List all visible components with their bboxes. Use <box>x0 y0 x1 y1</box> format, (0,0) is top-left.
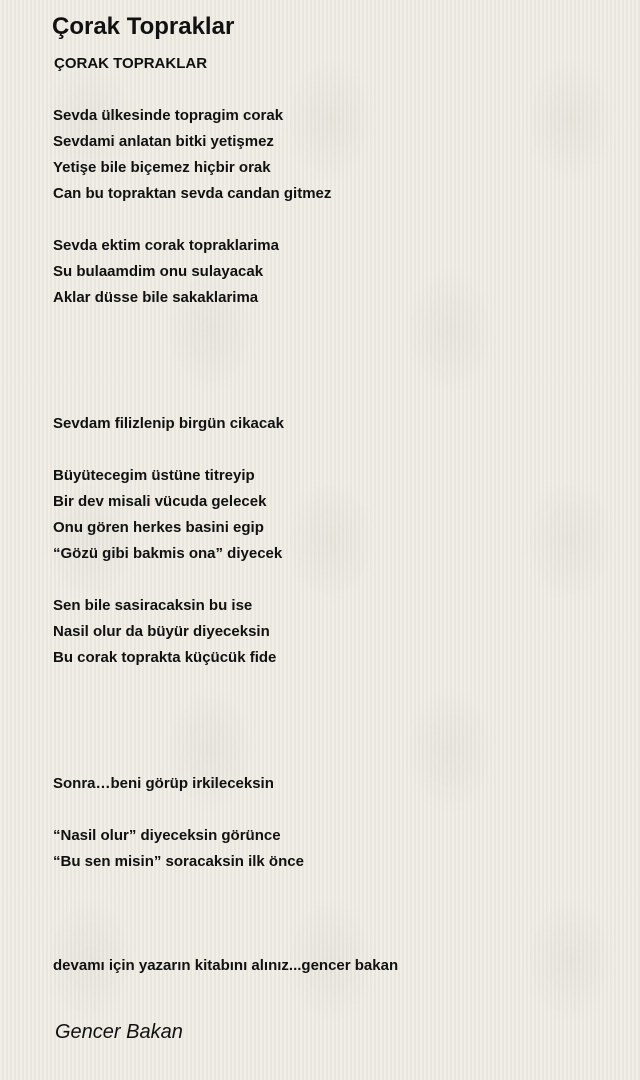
poem-line: Sonra…beni görüp irkileceksin <box>53 775 274 792</box>
poem-line: “Bu sen misin” soracaksin ilk önce <box>53 853 304 870</box>
poem-line: Nasil olur da büyür diyeceksin <box>53 623 270 640</box>
poem-line: Aklar düsse bile sakaklarima <box>53 289 259 306</box>
poem-line: Bir dev misali vücuda gelecek <box>53 493 267 510</box>
poem-line: Sen bile sasiracaksin bu ise <box>53 597 253 614</box>
poem-author: Gencer Bakan <box>55 1021 183 1043</box>
poem-title: Çorak Topraklar <box>52 13 235 40</box>
poem-line: Onu gören herkes basini egip <box>53 519 264 536</box>
poem-line: Yetişe bile biçemez hiçbir orak <box>53 159 271 176</box>
poem-line: “Gözü gibi bakmis ona” diyecek <box>53 545 283 562</box>
poem-line: Bu corak toprakta küçücük fide <box>53 649 277 666</box>
poem-line: Sevdam filizlenip birgün cikacak <box>53 415 284 432</box>
poem-line: “Nasil olur” diyeceksin görünce <box>53 827 281 844</box>
poem-subtitle: ÇORAK TOPRAKLAR <box>54 55 208 72</box>
poem-line: Can bu topraktan sevda candan gitmez <box>53 185 332 202</box>
poem-line: Sevda ektim corak topraklarima <box>53 237 279 254</box>
poem-line: Büyütecegim üstüne titreyip <box>53 467 255 484</box>
book-note: devamı için yazarın kitabını alınız...gencer bakan <box>53 957 399 974</box>
poem-line: Sevda ülkesinde topragim corak <box>53 107 284 124</box>
poem-line: Su bulaamdim onu sulayacak <box>53 263 264 280</box>
poem-line: Sevdami anlatan bitki yetişmez <box>53 133 274 150</box>
